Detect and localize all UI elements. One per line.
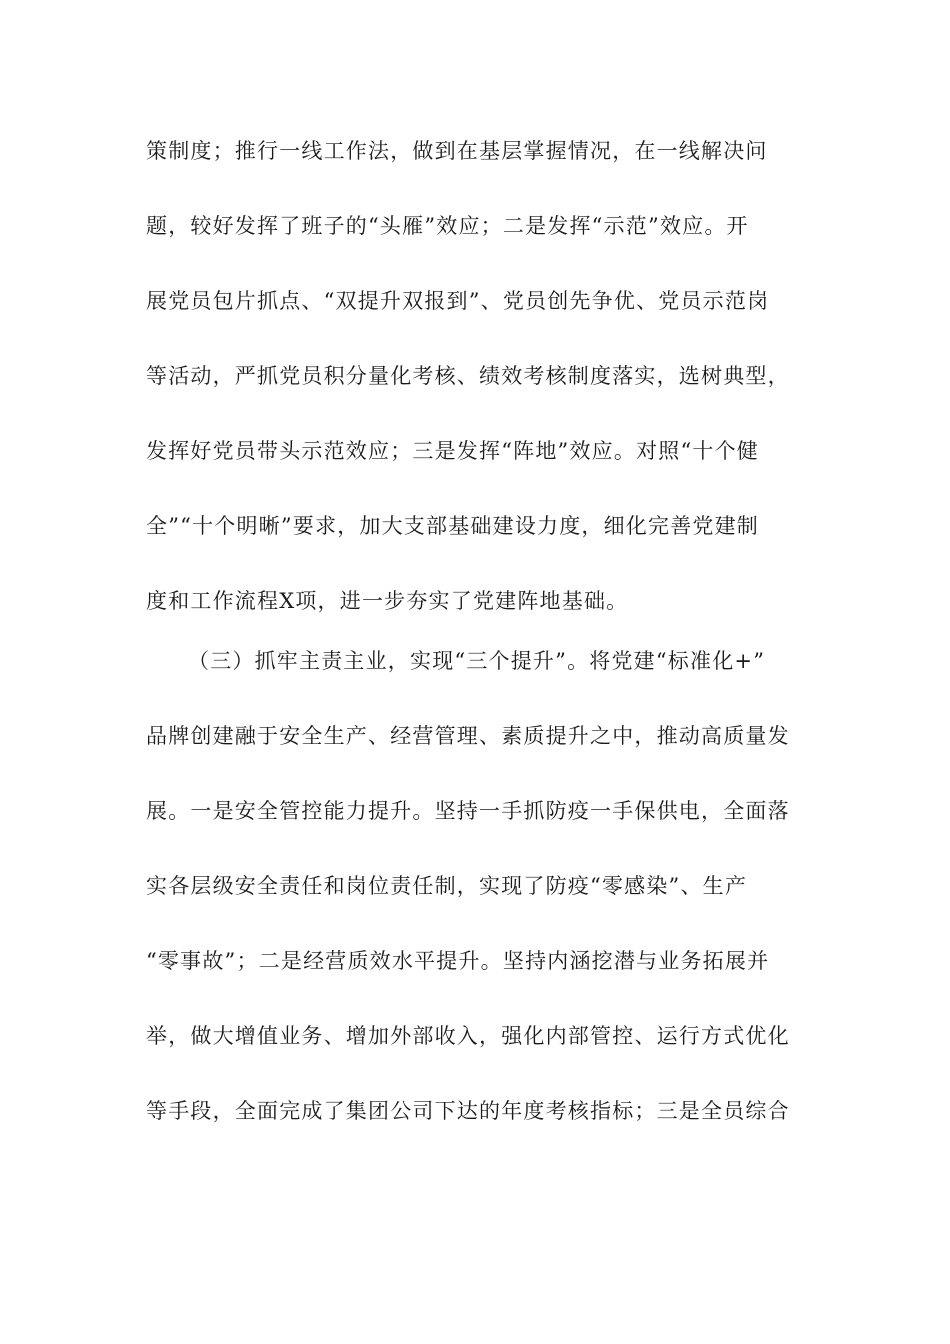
paragraph-line: “零事故”；二是经营质效水平提升。坚持内涵挖潜与业务拓展并 (146, 949, 770, 973)
paragraph-line: 度和工作流程X项，进一步夯实了党建阵地基础。 (146, 589, 629, 613)
paragraph-line: 发挥好党员带头示范效应；三是发挥“阵地”效应。对照“十个健 (146, 439, 760, 463)
paragraph-line: 等活动，严抓党员积分量化考核、绩效考核制度落实，选树典型， (146, 364, 790, 388)
paragraph-line: 实各层级安全责任和岗位责任制，实现了防疫“零感染”、生产 (146, 874, 748, 898)
paragraph-line: 全”“十个明晰”要求，加大支部基础建设力度，细化完善党建制 (146, 514, 760, 538)
paragraph-line: 展党员包片抓点、“双提升双报到”、党员创先争优、党员示范岗 (146, 289, 770, 313)
paragraph-line: 题，较好发挥了班子的“头雁”效应；二是发挥“示范”效应。开 (146, 214, 749, 238)
paragraph-line: 品牌创建融于安全生产、经营管理、素质提升之中，推动高质量发 (146, 724, 790, 748)
paragraph-line: 策制度；推行一线工作法，做到在基层掌握情况，在一线解决问 (146, 139, 768, 163)
paragraph-line: 等手段，全面完成了集团公司下达的年度考核指标；三是全员综合 (146, 1099, 790, 1123)
paragraph-line: 展。一是安全管控能力提升。坚持一手抓防疫一手保供电，全面落 (146, 799, 790, 823)
paragraph-line: 举，做大增值业务、增加外部收入，强化内部管控、运行方式优化 (146, 1024, 790, 1048)
section-heading-line: （三）抓牢主责主业，实现“三个提升”。将党建“标准化+” (188, 649, 766, 673)
